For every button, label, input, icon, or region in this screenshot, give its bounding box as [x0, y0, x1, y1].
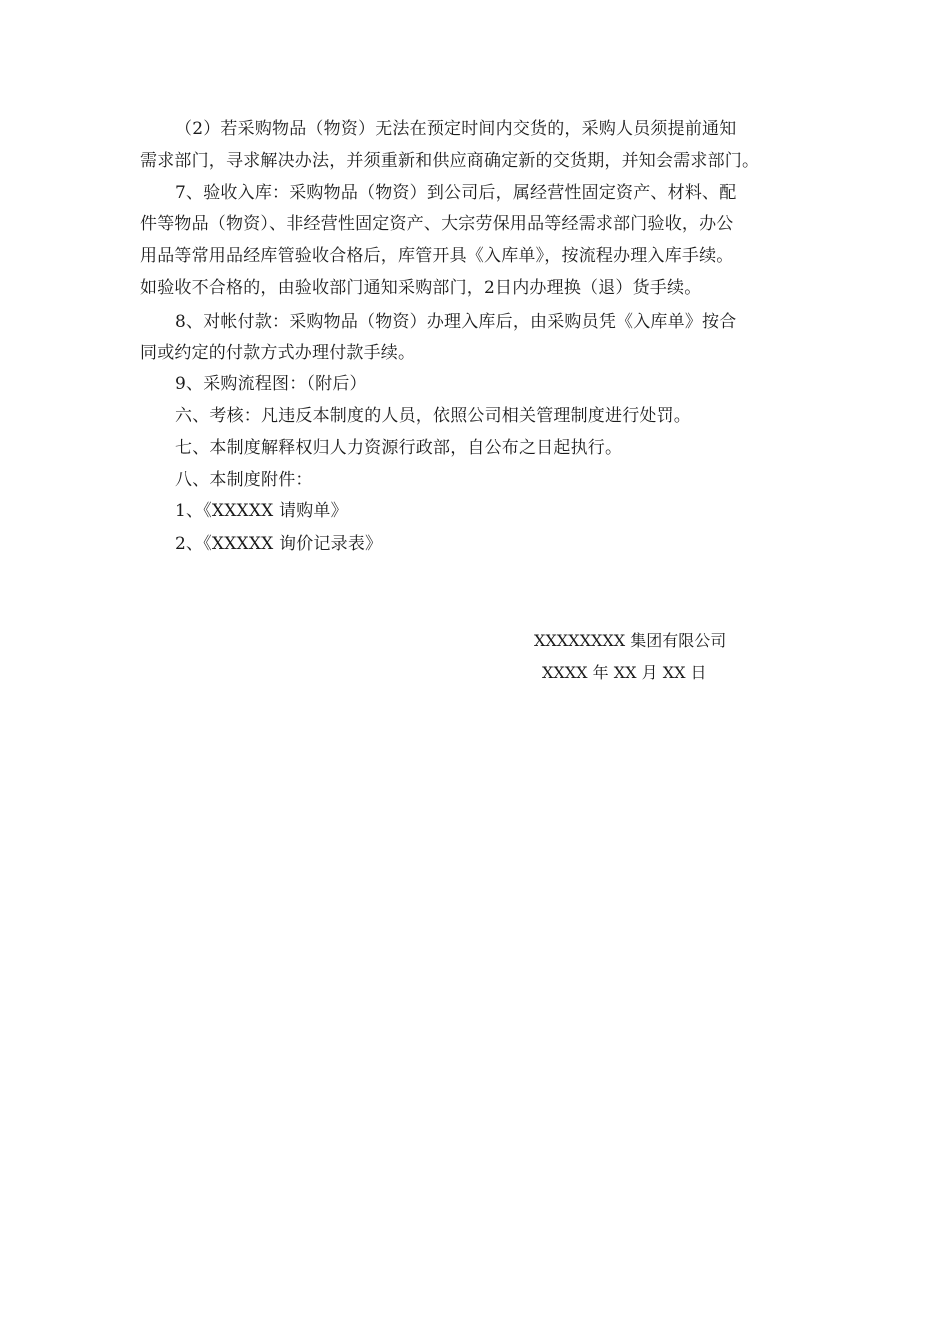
paragraph-line: 用品等常用品经库管验收合格后，库管开具《入库单》，按流程办理入库手续。 — [140, 246, 734, 266]
paragraph-line: 如验收不合格的，由验收部门通知采购部门，2日内办理换（退）货手续。 — [140, 278, 702, 298]
paragraph-line: 同或约定的付款方式办理付款手续。 — [140, 343, 416, 363]
paragraph-line: 件等物品（物资）、非经营性固定资产、大宗劳保用品等经需求部门验收，办公 — [140, 214, 734, 234]
section-line: 七、本制度解释权归人力资源行政部，自公布之日起执行。 — [175, 438, 623, 458]
signature-date: XXXX 年 XX 月 XX 日 — [542, 663, 707, 682]
attachment-line: 1、《XXXXX 请购单》 — [175, 501, 348, 521]
section-line: 八、本制度附件： — [175, 470, 313, 490]
paragraph-line: 7、验收入库：采购物品（物资）到公司后，属经营性固定资产、材料、配 — [175, 183, 737, 203]
paragraph-line: （2）若采购物品（物资）无法在预定时间内交货的，采购人员须提前通知 — [175, 119, 737, 139]
paragraph-line: 8、对帐付款：采购物品（物资）办理入库后，由采购员凭《入库单》按合 — [175, 312, 737, 332]
paragraph-line: 需求部门，寻求解决办法，并须重新和供应商确定新的交货期，并知会需求部门。 — [140, 151, 760, 171]
signature-company: XXXXXXXX 集团有限公司 — [534, 631, 727, 650]
paragraph-line: 9、采购流程图：（附后） — [175, 374, 367, 394]
attachment-line: 2、《XXXXX 询价记录表》 — [175, 534, 383, 554]
section-line: 六、考核：凡违反本制度的人员，依照公司相关管理制度进行处罚。 — [175, 406, 691, 426]
